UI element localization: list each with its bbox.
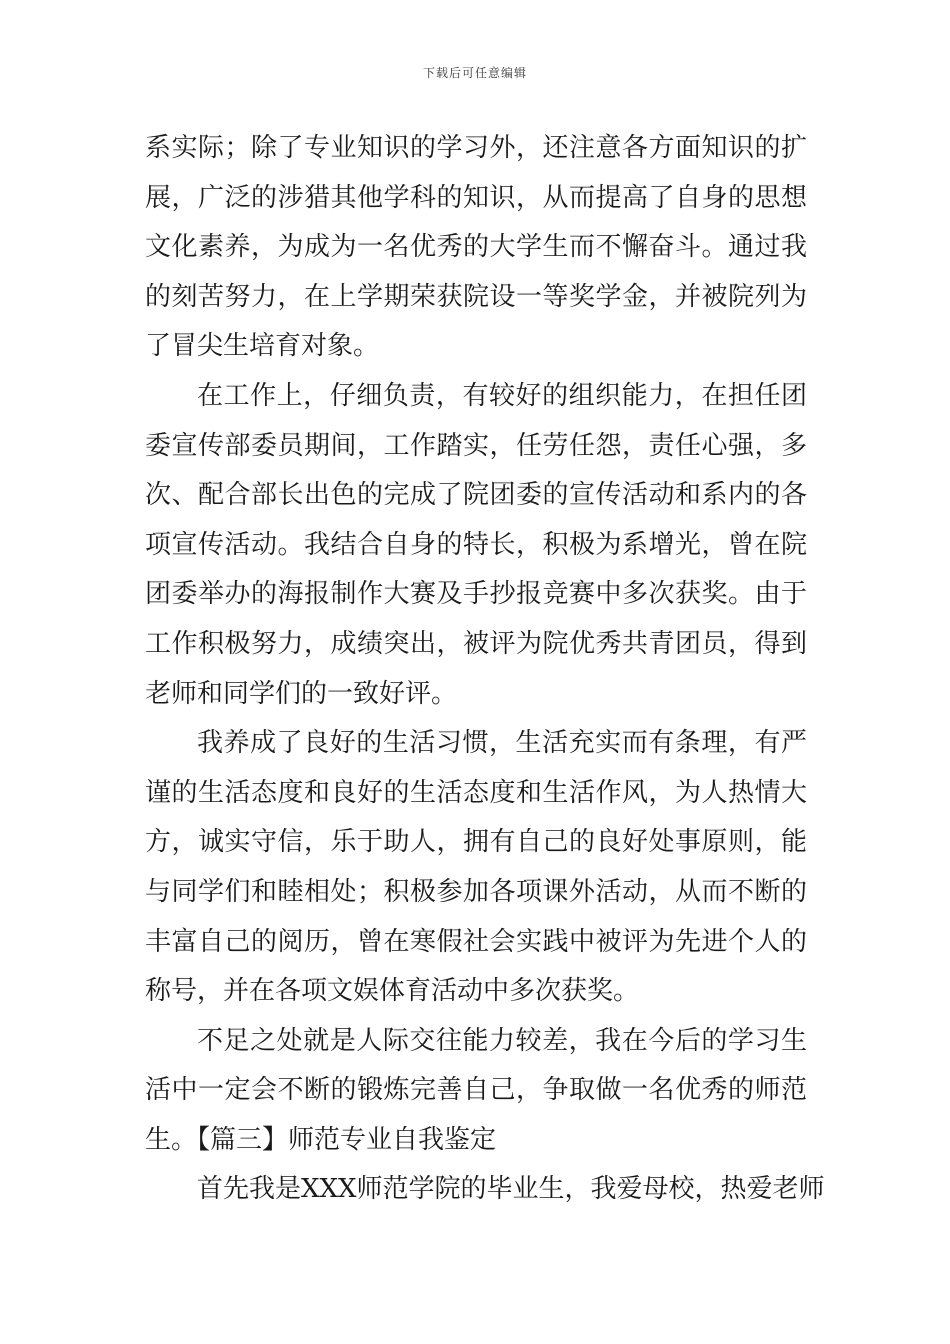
- text-line: 工作积极努力，成绩突出，被评为院优秀共青团员，得到: [145, 628, 807, 659]
- text-line: 首先我是XXX师范学院的毕业生，我爱母校，热爱老师: [197, 1174, 825, 1205]
- paragraph-work: [145, 372, 807, 719]
- header-note: 下载后可任意编辑: [422, 66, 527, 80]
- text-line: 不足之处就是人际交往能力较差，我在今后的学习生: [197, 1025, 807, 1056]
- paragraph-shortcoming: [145, 1017, 807, 1166]
- text-line: 次、配合部长出色的完成了院团委的宣传活动和系内的各: [145, 480, 807, 511]
- text-line: 老师和同学们的一致好评。: [145, 678, 458, 709]
- text-line: 丰富自己的阅历，曾在寒假社会实践中被评为先进个人的: [145, 926, 807, 957]
- text-line: 我养成了良好的生活习惯，生活充实而有条理，有严: [197, 728, 807, 759]
- paragraph-study: [145, 124, 807, 372]
- text-line: 文化素养，为成为一名优秀的大学生而不懈奋斗。通过我: [145, 232, 807, 263]
- document-body: [145, 124, 825, 1215]
- text-line: 方，诚实守信，乐于助人，拥有自己的良好处事原则，能: [145, 827, 807, 858]
- text-line: 了冒尖生培育对象。: [145, 331, 380, 362]
- text-line: 活中一定会不断的锻炼完善自己，争取做一名优秀的师范: [145, 1075, 807, 1106]
- text-line: 与同学们和睦相处；积极参加各项课外活动，从而不断的: [145, 876, 807, 907]
- paragraph-life: [145, 719, 807, 1017]
- text-line: 生。【篇三】师范专业自我鉴定: [145, 1124, 497, 1155]
- text-line: 在工作上，仔细负责，有较好的组织能力，在担任团: [197, 380, 807, 411]
- text-line: 称号，并在各项文娱体育活动中多次获奖。: [145, 976, 640, 1007]
- text-line: 项宣传活动。我结合自身的特长，积极为系增光，曾在院: [145, 529, 807, 560]
- text-line: 团委举办的海报制作大赛及手抄报竞赛中多次获奖。由于: [145, 579, 807, 610]
- text-line: 委宣传部委员期间，工作踏实，任劳任怨，责任心强，多: [145, 430, 807, 461]
- text-line: 谨的生活态度和良好的生活态度和生活作风，为人热情大: [145, 777, 807, 808]
- paragraph-intro: [145, 1165, 825, 1215]
- text-line: 的刻苦努力，在上学期荣获院设一等奖学金，并被院列为: [145, 281, 807, 312]
- text-line: 系实际；除了专业知识的学习外，还注意各方面知识的扩: [145, 133, 807, 163]
- text-line: 展，广泛的涉猎其他学科的知识，从而提高了自身的思想: [145, 182, 807, 213]
